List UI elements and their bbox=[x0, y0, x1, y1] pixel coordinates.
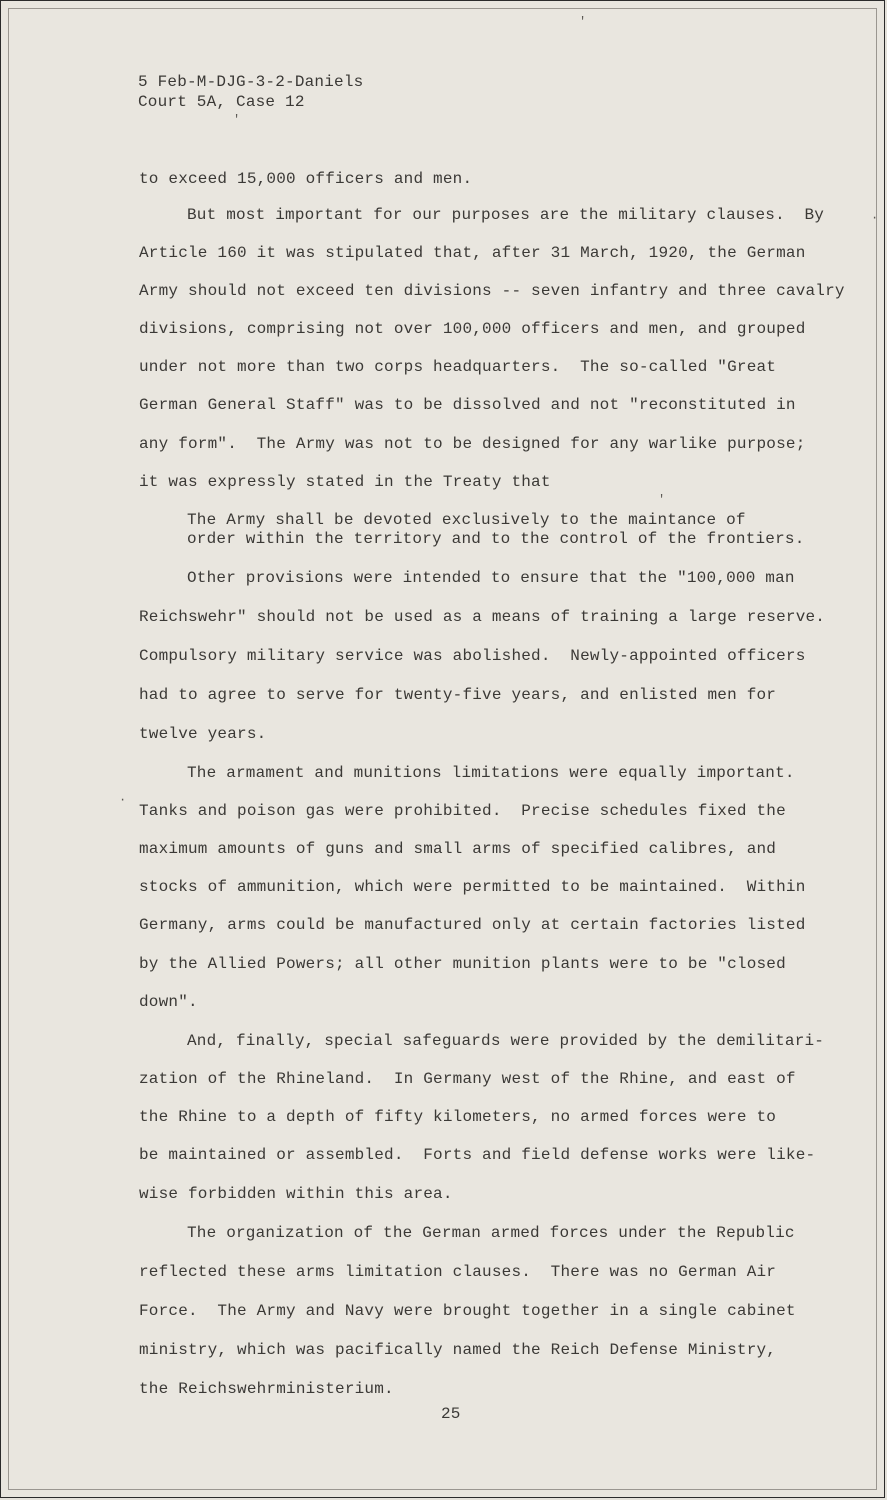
header-line-1: 5 Feb-M-DJG-3-2-Daniels bbox=[138, 73, 364, 91]
page-number: 25 bbox=[441, 1405, 461, 1423]
text-line: twelve years. bbox=[139, 725, 267, 743]
punch-mark: ' bbox=[233, 113, 241, 127]
block-quote-line-1: The Army shall be devoted exclusively to the maintance of bbox=[187, 511, 746, 529]
text-line: Tanks and poison gas were prohibited. Precise schedules fixed the bbox=[139, 802, 786, 820]
text-line: to exceed 15,000 officers and men. bbox=[139, 170, 473, 188]
text-line: German General Staff" was to be dissolved and not "reconstituted in bbox=[139, 396, 796, 414]
punch-mark: · bbox=[871, 211, 879, 225]
text-line: Compulsory military service was abolished. Newly-appointed officers bbox=[139, 647, 806, 665]
text-line: any form". The Army was not to be designed for any warlike purpose; bbox=[139, 435, 806, 453]
punch-mark: ' bbox=[579, 15, 587, 29]
paragraph-start: The armament and munitions limitations were equally important. bbox=[187, 764, 795, 782]
text-line: be maintained or assembled. Forts and field defense works were like- bbox=[139, 1146, 816, 1164]
text-line: under not more than two corps headquarters. The so-called "Great bbox=[139, 358, 777, 376]
block-quote-line-2: order within the territory and to the control of the frontiers. bbox=[187, 530, 805, 548]
text-line: Force. The Army and Navy were brought together in a single cabinet bbox=[139, 1302, 796, 1320]
text-line: Reichswehr" should not be used as a means of training a large reserve. bbox=[139, 608, 826, 626]
text-line: had to agree to serve for twenty-five years, and enlisted men for bbox=[139, 686, 777, 704]
text-line: the Rhine to a depth of fifty kilometers, no armed forces were to bbox=[139, 1108, 777, 1126]
header-line-2: Court 5A, Case 12 bbox=[138, 93, 305, 111]
text-line: stocks of ammunition, which were permitted to be maintained. Within bbox=[139, 878, 806, 896]
text-line: Germany, arms could be manufactured only at certain factories listed bbox=[139, 916, 806, 934]
punch-mark: ' bbox=[658, 493, 666, 507]
text-line: down". bbox=[139, 993, 198, 1011]
punch-mark: · bbox=[119, 793, 127, 807]
text-line: by the Allied Powers; all other munition plants were to be "closed bbox=[139, 955, 786, 973]
text-line: maximum amounts of guns and small arms of specified calibres, and bbox=[139, 840, 777, 858]
text-line: Army should not exceed ten divisions -- seven infantry and three cavalry bbox=[139, 282, 845, 300]
paragraph-start: The organization of the German armed forces under the Republic bbox=[187, 1224, 795, 1242]
text-line: reflected these arms limitation clauses. There was no German Air bbox=[139, 1263, 777, 1281]
paragraph-start: And, finally, special safeguards were provided by the demilitari- bbox=[187, 1032, 825, 1050]
paragraph-start: But most important for our purposes are the military clauses. By bbox=[187, 206, 825, 224]
text-line: ministry, which was pacifically named the Reich Defense Ministry, bbox=[139, 1341, 777, 1359]
text-line: Article 160 it was stipulated that, after 31 March, 1920, the German bbox=[139, 244, 806, 262]
text-line: zation of the Rhineland. In Germany west of the Rhine, and east of bbox=[139, 1070, 796, 1088]
text-line: wise forbidden within this area. bbox=[139, 1185, 453, 1203]
text-line: divisions, comprising not over 100,000 officers and men, and grouped bbox=[139, 320, 806, 338]
text-line: the Reichswehrministerium. bbox=[139, 1380, 394, 1398]
paragraph-start: Other provisions were intended to ensure that the "100,000 man bbox=[187, 569, 795, 587]
text-line: it was expressly stated in the Treaty that bbox=[139, 473, 551, 491]
